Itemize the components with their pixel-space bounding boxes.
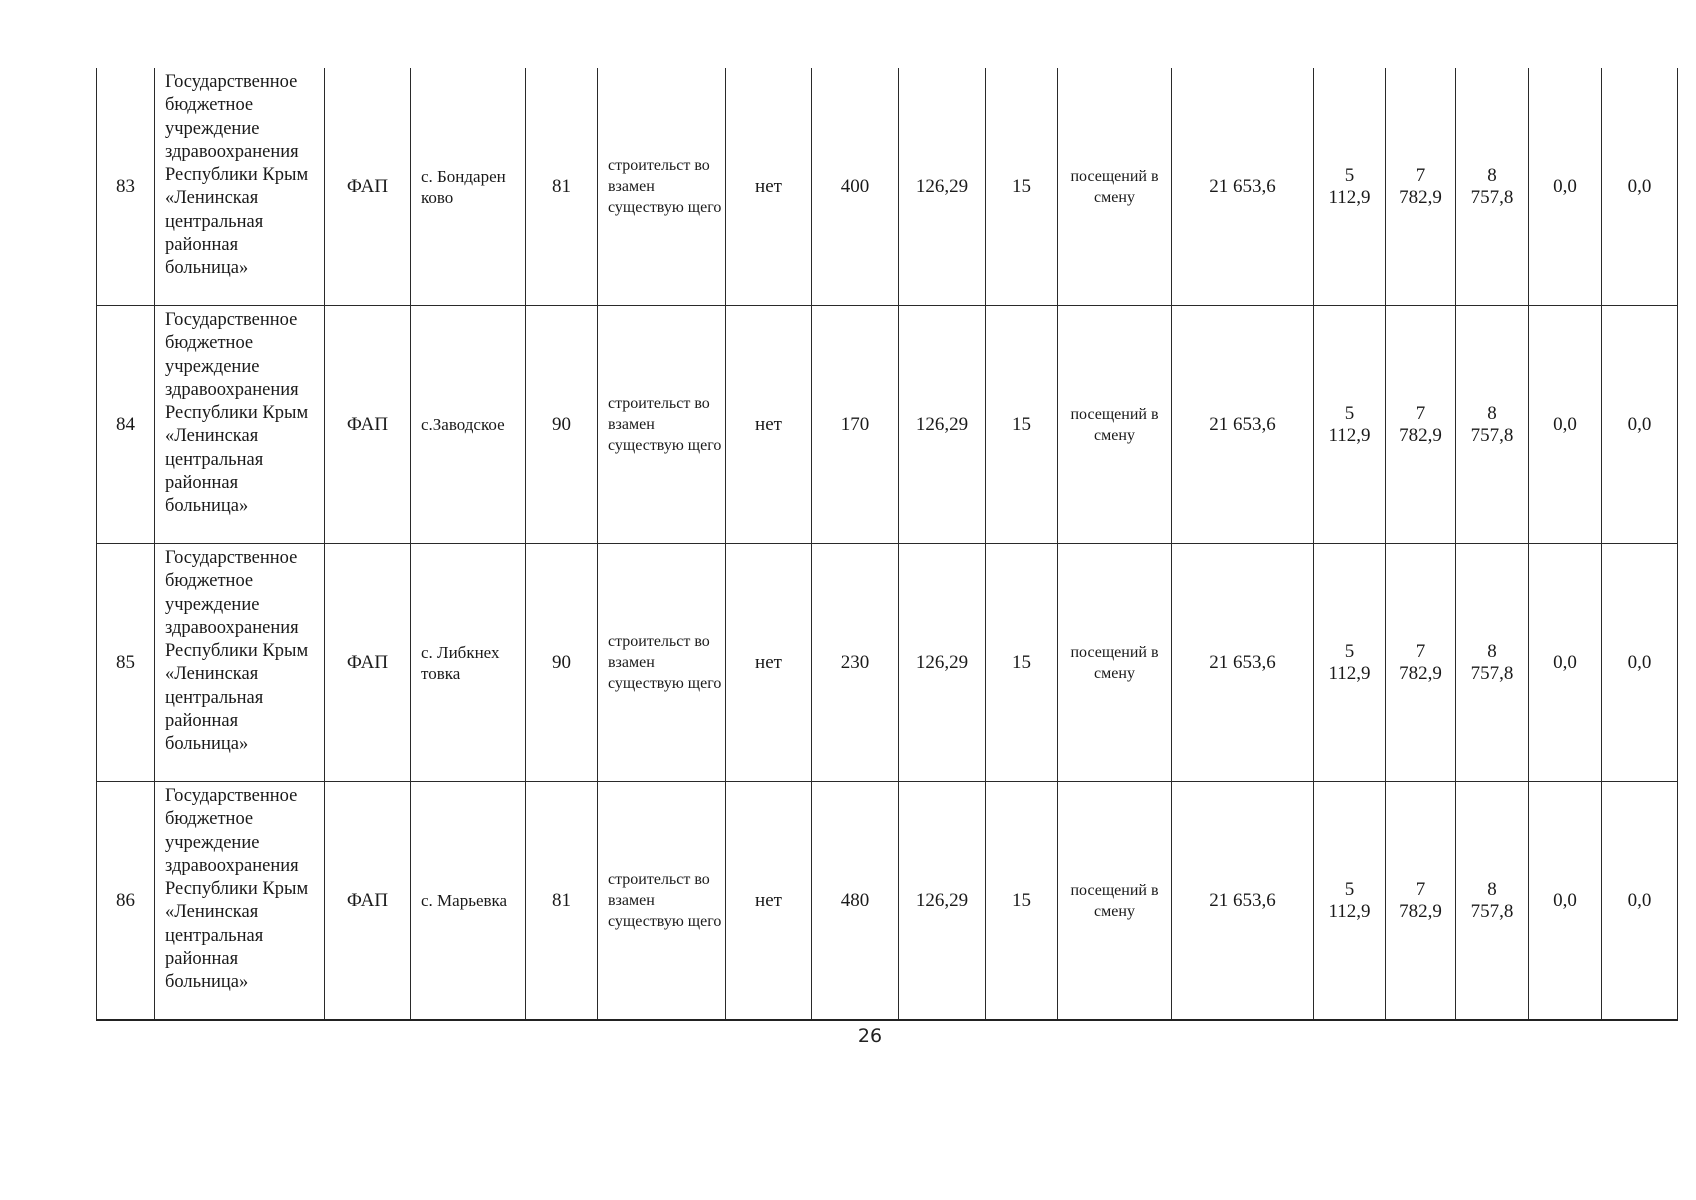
year-1-amount-rest: 112,9 bbox=[1328, 662, 1371, 684]
facility-type: ФАП bbox=[325, 544, 411, 782]
capacity-unit: посещений в смену bbox=[1058, 782, 1172, 1021]
year-1-amount-thousands: 5 bbox=[1344, 640, 1355, 662]
document-sheet bbox=[96, 68, 1677, 1021]
year-2-amount bbox=[1386, 544, 1456, 782]
settlement: с.Заводское bbox=[411, 306, 526, 544]
year-1-amount-rest: 112,9 bbox=[1328, 900, 1371, 922]
year-3-amount-rest: 757,8 bbox=[1470, 186, 1514, 208]
work-type: строительст во взамен существую щего bbox=[598, 306, 726, 544]
total-cost: 21 653,6 bbox=[1172, 68, 1314, 306]
year-3-amount bbox=[1456, 306, 1529, 544]
year-3-amount-thousands: 8 bbox=[1487, 640, 1497, 662]
availability-status: нет bbox=[726, 544, 812, 782]
year-3-amount bbox=[1456, 544, 1529, 782]
year-1-amount bbox=[1314, 306, 1386, 544]
organization-name: Государственное бюджетное учреждение здравоохранения Республики Крым «Ленинская центральная районная больница» bbox=[155, 306, 325, 544]
capacity: 15 bbox=[986, 68, 1058, 306]
population: 480 bbox=[812, 782, 899, 1021]
availability-status: нет bbox=[726, 782, 812, 1021]
year-5-amount: 0,0 bbox=[1602, 544, 1678, 782]
year-4-amount: 0,0 bbox=[1529, 544, 1602, 782]
settlement: с. Бондарен ково bbox=[411, 68, 526, 306]
capacity-unit: посещений в смену bbox=[1058, 306, 1172, 544]
year-4-amount: 0,0 bbox=[1529, 68, 1602, 306]
area: 126,29 bbox=[899, 306, 986, 544]
year-5-amount: 0,0 bbox=[1602, 306, 1678, 544]
capacity: 15 bbox=[986, 782, 1058, 1021]
year-3-amount-rest: 757,8 bbox=[1470, 424, 1514, 446]
year-2-amount-rest: 782,9 bbox=[1399, 424, 1442, 446]
year-4-amount: 0,0 bbox=[1529, 306, 1602, 544]
year-2-amount bbox=[1386, 68, 1456, 306]
organization-name: Государственное бюджетное учреждение здравоохранения Республики Крым «Ленинская центральная районная больница» bbox=[155, 782, 325, 1021]
facility-table bbox=[96, 68, 1678, 1021]
norm-value: 81 bbox=[526, 782, 598, 1021]
year-1-amount bbox=[1314, 544, 1386, 782]
year-3-amount-thousands: 8 bbox=[1487, 164, 1497, 186]
table-row bbox=[97, 68, 1678, 306]
norm-value: 81 bbox=[526, 68, 598, 306]
settlement: с. Марьевка bbox=[411, 782, 526, 1021]
total-cost: 21 653,6 bbox=[1172, 306, 1314, 544]
year-2-amount-thousands: 7 bbox=[1415, 640, 1426, 662]
year-3-amount bbox=[1456, 68, 1529, 306]
year-1-amount-thousands: 5 bbox=[1344, 878, 1355, 900]
work-type: строительст во взамен существую щего bbox=[598, 544, 726, 782]
year-1-amount-thousands: 5 bbox=[1344, 402, 1355, 424]
table-row bbox=[97, 306, 1678, 544]
year-1-amount bbox=[1314, 782, 1386, 1021]
table-row bbox=[97, 544, 1678, 782]
facility-type: ФАП bbox=[325, 306, 411, 544]
population: 400 bbox=[812, 68, 899, 306]
total-cost: 21 653,6 bbox=[1172, 544, 1314, 782]
total-cost: 21 653,6 bbox=[1172, 782, 1314, 1021]
capacity: 15 bbox=[986, 544, 1058, 782]
capacity: 15 bbox=[986, 306, 1058, 544]
population: 230 bbox=[812, 544, 899, 782]
year-2-amount bbox=[1386, 306, 1456, 544]
year-1-amount-rest: 112,9 bbox=[1328, 424, 1371, 446]
year-1-amount bbox=[1314, 68, 1386, 306]
organization-name: Государственное бюджетное учреждение здравоохранения Республики Крым «Ленинская центральная районная больница» bbox=[155, 544, 325, 782]
year-4-amount: 0,0 bbox=[1529, 782, 1602, 1021]
year-2-amount bbox=[1386, 782, 1456, 1021]
year-3-amount-thousands: 8 bbox=[1487, 402, 1497, 424]
area: 126,29 bbox=[899, 68, 986, 306]
table-row bbox=[97, 782, 1678, 1021]
year-5-amount: 0,0 bbox=[1602, 782, 1678, 1021]
area: 126,29 bbox=[899, 782, 986, 1021]
year-2-amount-thousands: 7 bbox=[1415, 164, 1426, 186]
year-3-amount-thousands: 8 bbox=[1487, 878, 1497, 900]
work-type: строительст во взамен существую щего bbox=[598, 68, 726, 306]
facility-type: ФАП bbox=[325, 68, 411, 306]
organization-name: Государственное бюджетное учреждение здравоохранения Республики Крым «Ленинская центральная районная больница» bbox=[155, 68, 325, 306]
population: 170 bbox=[812, 306, 899, 544]
year-1-amount-thousands: 5 bbox=[1344, 164, 1355, 186]
row-number: 84 bbox=[97, 306, 155, 544]
row-number: 85 bbox=[97, 544, 155, 782]
year-3-amount bbox=[1456, 782, 1529, 1021]
work-type: строительст во взамен существую щего bbox=[598, 782, 726, 1021]
page-number: 26 bbox=[857, 1025, 883, 1047]
year-2-amount-thousands: 7 bbox=[1415, 878, 1426, 900]
capacity-unit: посещений в смену bbox=[1058, 544, 1172, 782]
area: 126,29 bbox=[899, 544, 986, 782]
year-2-amount-rest: 782,9 bbox=[1399, 900, 1442, 922]
availability-status: нет bbox=[726, 68, 812, 306]
facility-type: ФАП bbox=[325, 782, 411, 1021]
year-3-amount-rest: 757,8 bbox=[1470, 900, 1514, 922]
year-5-amount: 0,0 bbox=[1602, 68, 1678, 306]
year-2-amount-thousands: 7 bbox=[1415, 402, 1426, 424]
availability-status: нет bbox=[726, 306, 812, 544]
row-number: 86 bbox=[97, 782, 155, 1021]
year-2-amount-rest: 782,9 bbox=[1399, 662, 1442, 684]
norm-value: 90 bbox=[526, 306, 598, 544]
norm-value: 90 bbox=[526, 544, 598, 782]
capacity-unit: посещений в смену bbox=[1058, 68, 1172, 306]
settlement: с. Либкнех товка bbox=[411, 544, 526, 782]
year-2-amount-rest: 782,9 bbox=[1399, 186, 1442, 208]
year-1-amount-rest: 112,9 bbox=[1328, 186, 1371, 208]
year-3-amount-rest: 757,8 bbox=[1470, 662, 1514, 684]
row-number: 83 bbox=[97, 68, 155, 306]
